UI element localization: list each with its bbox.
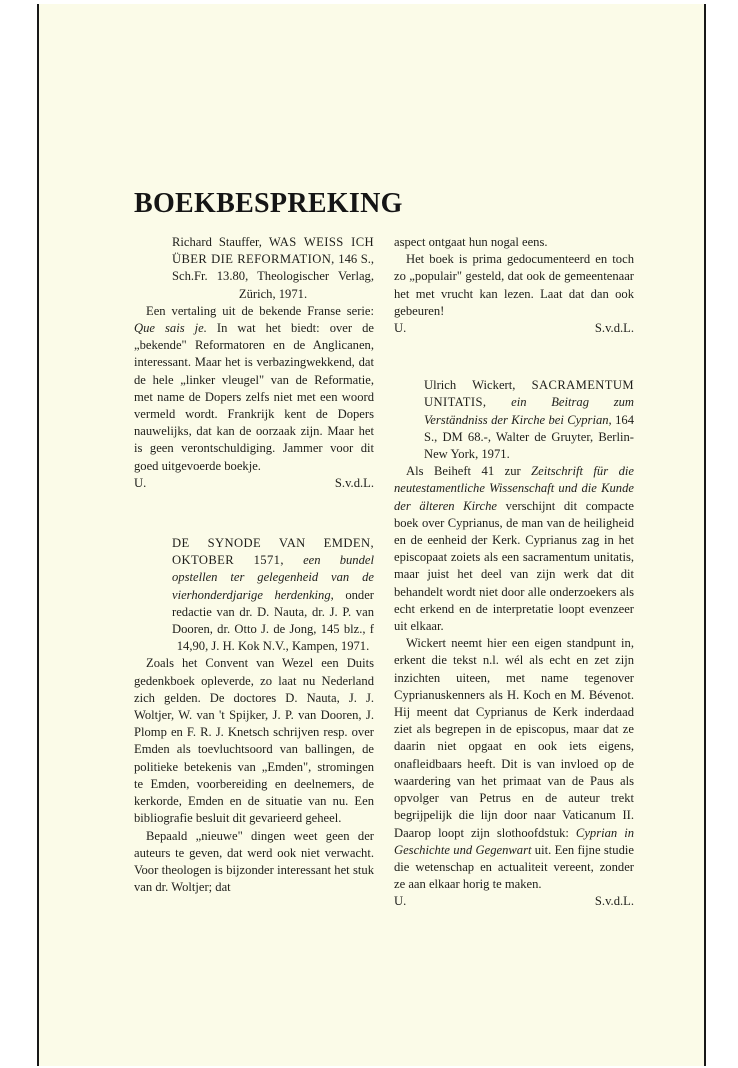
review-3-signoff-left: U.: [394, 894, 407, 909]
review-3-paragraph-2: [394, 635, 634, 893]
review-1-title: WAS WEISS ICH ÜBER DIE REFORMATION,: [172, 235, 374, 267]
review-1-body-part2: In wat het biedt: over de „bekende" Reformatoren en de Anglicanen, interessant. Maar het is verbazingwekkend, dat de hele „linker vleugel" van de Reformatie, met name de Dopers zelfs niet met een woord vermeld wordt. Frankrijk kent de Dopers nauwelijks, dat kan de oorzaak zijn. Maar het is geen verontschuldiging. Jammer voor dit goed uitgevoerde boekje.: [134, 321, 374, 473]
review-1-author: Richard Stauffer,: [172, 235, 269, 249]
section-spacer: [134, 492, 374, 535]
review-3-subtitle: ein Beitrag zum Verständniss der Kirche bei Cyprian,: [424, 395, 634, 427]
review-1-citation: [134, 234, 374, 303]
review-1-body: [134, 303, 374, 475]
review-1-series: Que sais je.: [134, 321, 207, 336]
review-1-body-part1: Een vertaling uit de bekende Franse serie:: [146, 303, 374, 318]
review-3-chapter: Cyprian in Geschichte und Gegenwart: [394, 825, 634, 857]
review-2-citation: [134, 535, 374, 655]
review-3-signoff: [394, 893, 634, 910]
review-3-signoff-right: S.v.d.L.: [594, 894, 634, 909]
review-3-p1-a: Als Beiheft 41 zur: [406, 464, 532, 479]
review-3-citation: [394, 377, 634, 463]
review-2-title: DE SYNODE VAN EMDEN, OKTOBER 1571,: [172, 536, 374, 568]
right-column: [394, 234, 634, 911]
review-2-subtitle: een bundel opstellen ter gelegenheid van de vierhonderdjarige herdenking,: [172, 553, 374, 602]
review-2-paragraph-2: Bepaald „nieuwe" dingen weet geen der auteurs te geven, dat werd ook niet verwacht. Voor theologen is bijzonder interessant het stuk van dr. Woltjer; dat: [134, 828, 374, 895]
review-2-signoff-right: S.v.d.L.: [594, 321, 634, 336]
review-3-author: Ulrich Wickert,: [424, 378, 532, 393]
review-2-continuation-1: aspect ontgaat hun nogal eens.: [394, 235, 548, 249]
review-1-signoff-right: S.v.d.L.: [334, 475, 374, 490]
review-2-signoff: [394, 320, 634, 337]
review-3-journal: Zeitschrift für die neutestamentliche Wissenschaft und die Kunde der älteren Kirche: [394, 464, 634, 513]
page-title: BOEKBESPREKING: [134, 188, 403, 219]
review-2-paragraph-1: Zoals het Convent van Wezel een Duits gedenkboek opleverde, zo laat nu Nederland zich gelden. De doctores D. Nauta, J. J. Woltjer, W. van 't Spijker, J. P. van Dooren, J. Plomp en F. R. J. Knetsch schrijven resp. over Emden als toevluchtsoord van ballingen, de politieke betekenis van „Emden", stromingen te Emden, voorbereiding en deelnemers, de kerkorde, Emden en de situatie van nu. Een bibliografie besluit dit gevarieerd geheel.: [134, 656, 374, 826]
review-3-paragraph-1: [394, 463, 634, 635]
review-2-signoff-left: U.: [394, 321, 407, 336]
review-3-title: SACRAMENTUM UNITATIS,: [424, 378, 634, 410]
review-2-details: onder redactie van dr. D. Nauta, dr. J. P. van Dooren, dr. Otto J. de Jong, 145 blz., f 14,90, J. H. Kok N.V., Kampen, 1971.: [172, 587, 374, 654]
review-3-details: 164 S., DM 68.-, Walter de Gruyter, Berlin-New York, 1971.: [424, 412, 634, 462]
review-2-continuation-2: Het boek is prima gedocumenteerd en toch zo „populair" gesteld, dat ook de gemeentenaar het met vrucht kan lezen. Laat dat dan ook gebeuren!: [394, 252, 634, 318]
review-1-details: 146 S., Sch.Fr. 13.80, Theologischer Verlag, Zürich, 1971.: [172, 252, 374, 301]
section-spacer: [394, 337, 634, 377]
review-3-p2-b: uit. Een fijne studie die wetenschap en actualiteit vereent, zonder ze aan elkaar horig te maken.: [394, 842, 634, 892]
review-3-p2-a: Wickert neemt hier een eigen standpunt in, erkent die tekst n.l. wél als echt en zet zijn inzichten uiteen, met name tegenover Cyprianuskenners als H. Koch en M. Bévenot. Hij meent dat Cyprianus de Kerk inderdaad ziet als begrepen in de episcopus, maar dat ze daarin niet opgaat en ook iets eigens, onafleidbaars heeft. Dit is van invloed op de waardering van het primaat van de Paus als opvolger van Petrus en de auteur trekt begrijpelijk die lijn door naar Vaticanum II. Daarop loopt zijn slothoofdstuk:: [394, 636, 634, 840]
left-column: [134, 234, 374, 896]
review-1-signoff-left: U.: [134, 475, 147, 490]
review-1-signoff: [134, 475, 374, 492]
review-3-p1-b: verschijnt dit compacte boek over Cyprianus, de man van de heiligheid en de eenheid der Kerk. Cyprianus zag in het episcopaat zoiets als een sacramentum unitatis, maar juist het deel van zijn werk dat dit behandelt wordt niet door alle onderzoekers als echt erkend en de interpretatie loopt evenzeer uit elkaar.: [394, 498, 634, 634]
